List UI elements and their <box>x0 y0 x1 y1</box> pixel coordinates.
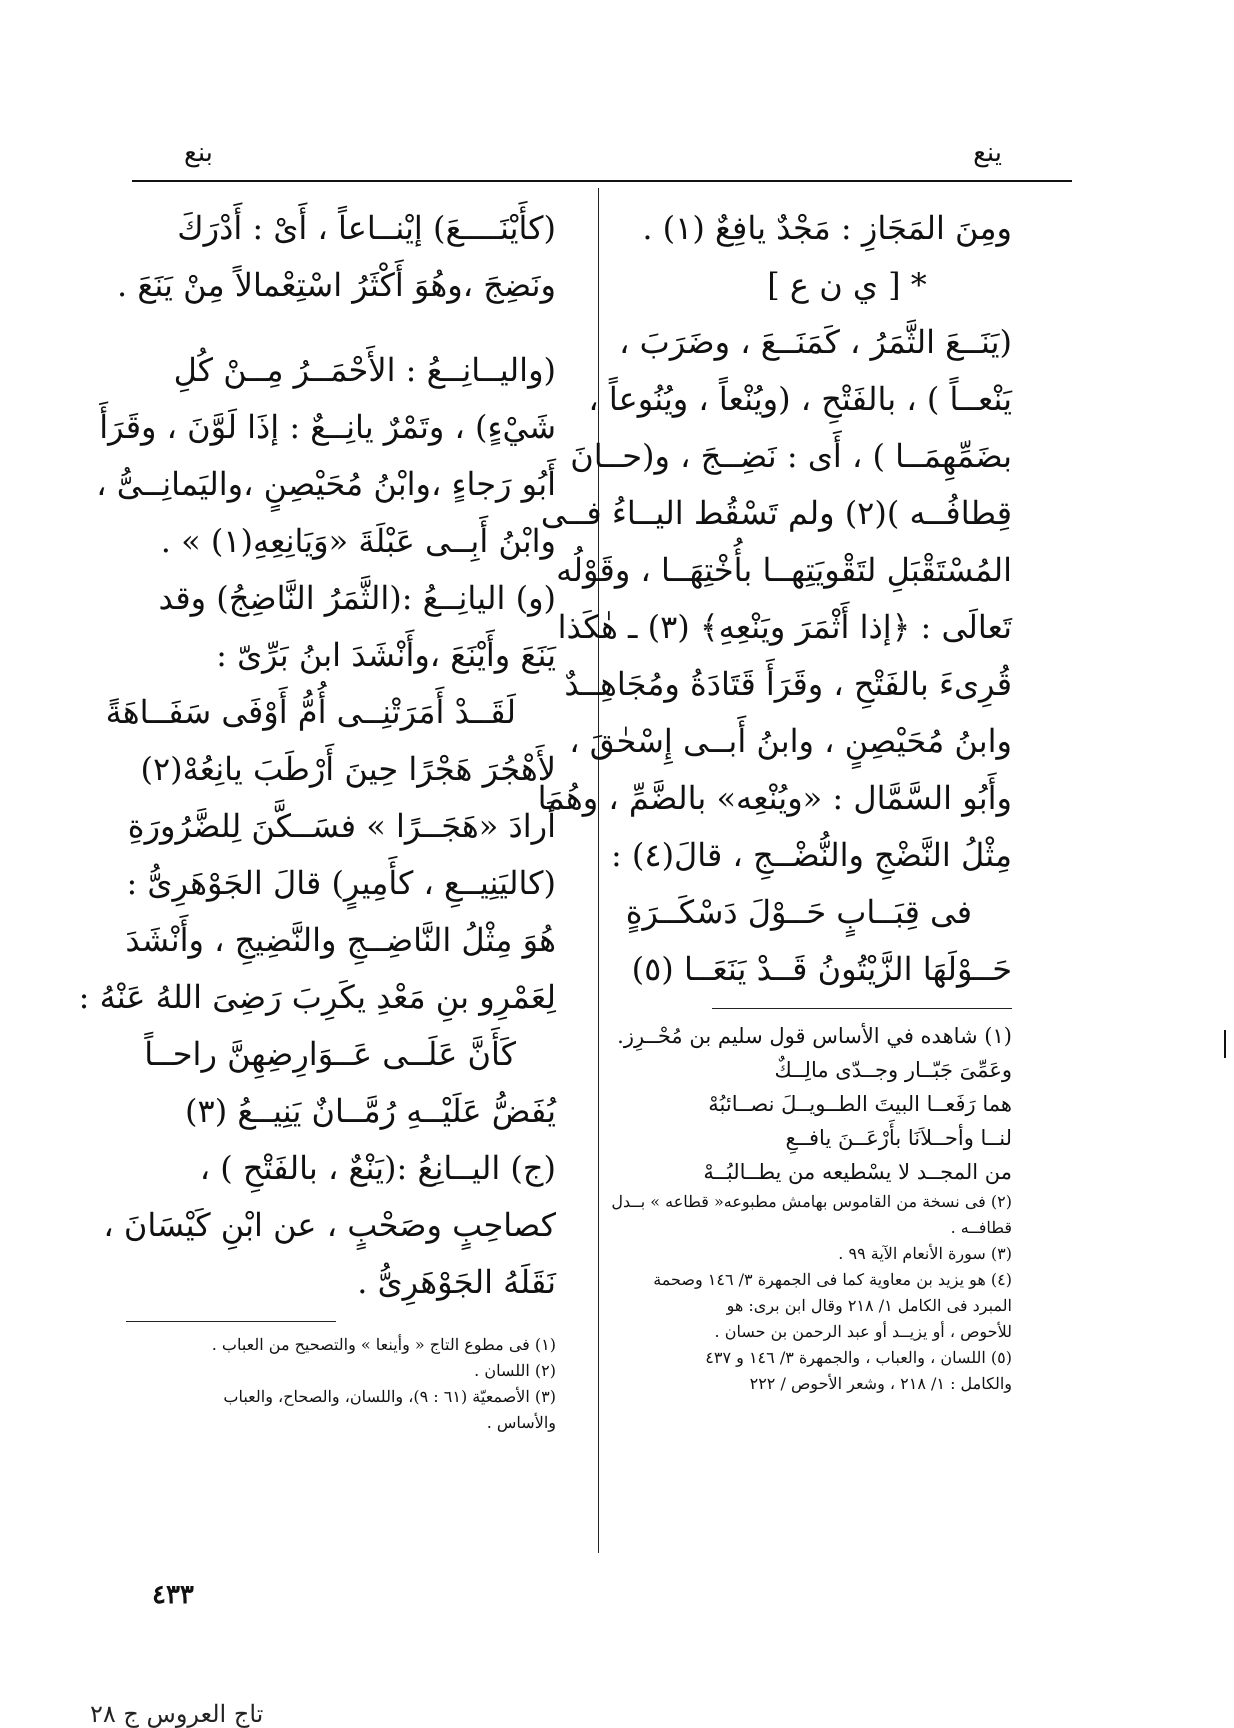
verse-line: لَقَــدْ أَمَرَتْنِــى أُمُّ أَوْفَى سَفَــاهَةً <box>105 693 516 731</box>
text-line: هُوَ مِثْلُ النَّاضِــجِ والنَّضِيجِ ، وأَنْشَدَ <box>125 921 556 959</box>
text-line: لِعَمْرِو بنِ مَعْدِ يكَرِبَ رَضِىَ اللهُ عَنْهُ : <box>78 978 556 1016</box>
footnote: من المجــد لا يسْطيعه من يطــالبُــهْ <box>703 1160 1012 1184</box>
header-word-right: ينع <box>973 138 1002 168</box>
footnote: (٢) فى نسخة من القاموس بهامش مطبوعه« قطاعه » بــدل <box>611 1192 1012 1211</box>
footnote: والكامل : ١/ ٢١٨ ، وشعر الأحوص / ٢٢٢ <box>749 1374 1012 1393</box>
footnote: (١) شاهده في الأساس قول سليم بن مُحْــرِز. <box>617 1024 1012 1048</box>
text-line: تَعالَى : ﴿إذا أَثْمَرَ ويَنْعِهِ﴾ (٣) ـ هٰكَذا <box>557 608 1012 646</box>
verse-line: كَأَنَّ عَلَــى عَــوَارِضِهِنَّ راحــاً <box>144 1035 516 1073</box>
text-line: (ج) اليــانِعُ :(يَنْعٌ ، بالفَتْحِ ) ، <box>199 1149 556 1187</box>
text-line: وأَبُو السَّمَّال : «ويُنْعِه» بالضَّمِّ ، وهُمَا <box>537 779 1012 817</box>
text-line: بضَمِّهِمَــا ) ، أَى : نَضِــجَ ، و(حــانَ <box>570 437 1012 475</box>
footnote-rule <box>126 1321 336 1322</box>
spacer <box>126 314 556 342</box>
text-line: (و) اليانِــعُ :(الثَّمَرُ النَّاضِجُ) وقد <box>158 579 556 617</box>
header-rule <box>132 180 1072 182</box>
text-line: يَنَعَ وأَيْنَعَ ،وأَنْشَدَ ابنُ بَرِّىّ : <box>216 636 556 674</box>
verse-line: يُفَضُّ عَلَيْــهِ رُمَّــانٌ يَنِيــعُ (٣) <box>185 1092 556 1130</box>
verse-line: حَــوْلَهَا الزَّيْتُونُ قَــدْ يَنَعَــا (٥) <box>631 950 1012 988</box>
text-line: نَقَلَهُ الجَوْهَرِىُّ . <box>357 1263 556 1301</box>
header-word-left: بنع <box>184 138 213 168</box>
footnote: (١) فى مطوع التاج « وأينعا » والتصحيح من العباب . <box>211 1335 556 1354</box>
text-line: قُرِىءَ بالفَتْحِ ، وقَرَأَ قَتَادَةُ ومُجَاهِــدٌ <box>564 665 1012 703</box>
footnote: للأحوص ، أو يزيــد أو عبد الرحمن بن حسان . <box>714 1322 1012 1341</box>
verse-line: لأَهْجُرَ هَجْرًا حِينَ أَرْطَبَ يانِعُهْ(٢) <box>140 750 556 788</box>
page-number: ٤٣٣ <box>152 1580 194 1610</box>
text-line: (كأَيْنَــــعَ) إيْنــاعاً ، أَىْ : أَدْرَكَ <box>177 209 556 247</box>
text-line: (واليــانِــعُ : الأَحْمَــرُ مِــنْ كُلِ <box>173 351 556 389</box>
text-line: (يَنَــعَ الثَّمَرُ ، كَمَنَــعَ ، وضَرَبَ ، <box>619 323 1012 361</box>
footnote: (٣) سورة الأنعام الآية ٩٩ . <box>838 1244 1012 1263</box>
text-line: وابنُ مُحَيْصِنٍ ، وابنُ أَبــى إِسْحٰقَ ، <box>569 722 1012 760</box>
entry-heading: * [ ي ن ع ] <box>767 266 927 304</box>
right-column <box>537 200 1012 1397</box>
footnote-rule <box>712 1008 1012 1009</box>
footnote: قطافــه . <box>950 1218 1012 1237</box>
text-line: أَرادَ «هَجَــرًا » فسَــكَّنَ لِلضَّرُورَةِ <box>127 807 556 845</box>
text-line: كصاحِبٍ وصَحْبٍ ، عن ابْنِ كَيْسَانَ ، <box>103 1206 556 1244</box>
footnote: وعَمِّىَ جَبّــار وجــدّى مالِــكٌ <box>774 1058 1012 1082</box>
text-line: ونَضِجَ ،وهُوَ أَكْثَرُ اسْتِعْمالاً مِنْ يَنَعَ . <box>117 266 556 304</box>
footnote: (٣) الأصمعيّة (٦١ : ٩)، واللسان، والصحاح، والعباب <box>223 1387 556 1406</box>
text-line: يَنْعــاً ) ، بالفَتْحِ ، (ويُنْعاً ، ويُنُوعاً ، <box>588 380 1012 418</box>
text-line: وابْنُ أَبِــى عَبْلَةَ «وَيَانِعِهِ(١) » . <box>160 522 556 560</box>
text-line: (كاليَنِيــعِ ، كأَمِيرٍ) قالَ الجَوْهَرِىُّ : <box>126 864 556 902</box>
text-line: أَبُو رَجاءٍ ،وابْنُ مُحَيْصِنٍ ،واليَمانِــىُّ ، <box>96 465 556 503</box>
footnote: والأساس . <box>486 1413 556 1432</box>
text-line: مِثْلُ النَّضْجِ والنُّضْــجِ ، قالَ(٤) : <box>610 836 1012 874</box>
text-line: ومِنَ المَجَازِ : مَجْدٌ يافِعٌ (١) . <box>642 209 1012 247</box>
text-line: المُسْتَقْبَلِ لتَقْويَتِهــا بأُخْتِهَــا ، وقَوْلُه <box>556 551 1012 589</box>
footnote: (٥) اللسان ، والعباب ، والجمهرة ٣/ ١٤٦ و ٤٣٧ <box>705 1348 1012 1367</box>
margin-mark <box>1224 1030 1226 1058</box>
footnote: (٤) هو يزيد بن معاوية كما فى الجمهرة ٣/ ١٤٦ وصحمة <box>653 1270 1012 1289</box>
text-line: قِطافُــه )(٢) ولم تَسْقُط اليــاءُ فــى <box>540 494 1012 532</box>
text-line: شَيْءٍ) ، وتَمْرٌ يانِــعٌ : إذَا لَوَّنَ ، وقَرَأَ <box>99 408 556 446</box>
footnote: لنــا وأحــلاَنَا بأَرْعَــنَ يافــعِ <box>785 1126 1012 1150</box>
footnote: (٢) اللسان . <box>474 1361 556 1380</box>
footnote: المبرد فى الكامل ١/ ٢١٨ وقال ابن برى: هو <box>726 1296 1012 1315</box>
volume-footer: تاج العروس ج ٢٨ <box>90 1700 264 1728</box>
left-column <box>78 200 556 1436</box>
verse-line: فى قِبَــابٍ حَــوْلَ دَسْكَــرَةٍ <box>625 893 972 931</box>
footnote: هما رَفَعــا البيتَ الطــويــلَ نصــائبُهْ <box>708 1092 1012 1116</box>
